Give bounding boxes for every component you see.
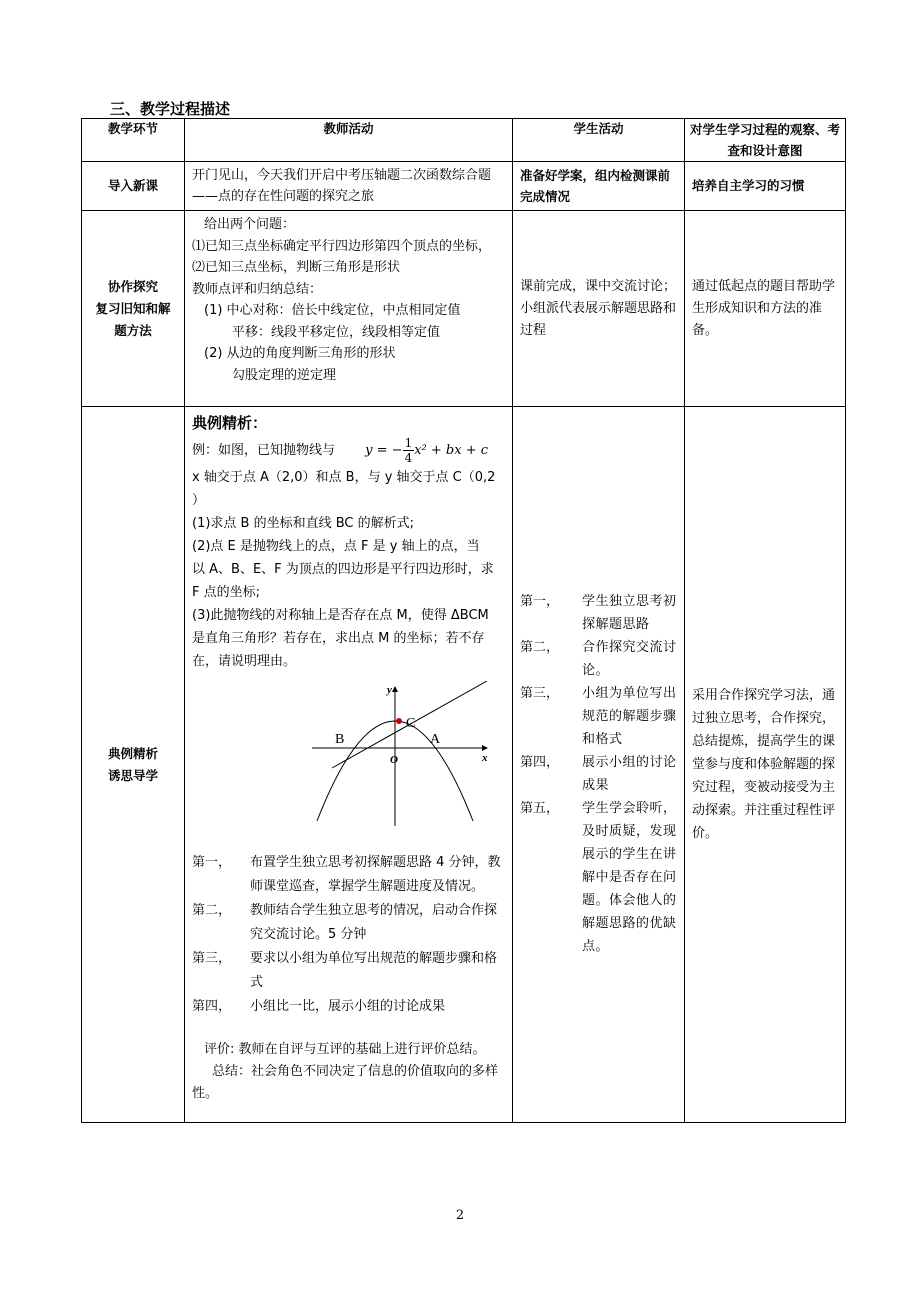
- student-steps: [513, 587, 684, 961]
- list-item: 第三， 要求以小组为单位写出规范的解题步骤和格式: [192, 951, 498, 990]
- intent-review: 通过低起点的题目帮助学生形成知识和方法的准备。: [685, 211, 846, 407]
- list-item: 第四， 展示小组的讨论成果: [520, 755, 677, 793]
- stage-intro: 导入新课: [82, 162, 185, 211]
- parabola-formula: y = − $\frac{1}{4}$ x² + bx + c: [365, 436, 488, 465]
- parabola-graph: [307, 681, 497, 831]
- evaluation-text: 评价: 教师在自评与互评的基础上进行评价总结。: [204, 1042, 486, 1057]
- list-item: 第四， 小组比一比，展示小组的讨论成果: [192, 999, 446, 1014]
- teacher-intro: 开门见山，今天我们开启中考压轴题二次函数综合题——点的存在性问题的探究之旅: [185, 162, 513, 211]
- label-c: C: [406, 716, 416, 731]
- label-a: A: [430, 732, 441, 747]
- example-lead-line: 例：如图，已知抛物线与 y = − $\frac{1}{4}$ x² + bx + c: [192, 436, 488, 465]
- summary-text: 总结：社会角色不同决定了信息的价值取向的多样性。: [192, 1064, 499, 1101]
- label-y: y: [387, 684, 392, 696]
- student-review: 课前完成，课中交流讨论；小组派代表展示解题思路和过程: [513, 211, 685, 407]
- header-stage: 教学环节: [82, 119, 185, 162]
- student-intro: 准备好学案，组内检测课前完成情况: [513, 162, 685, 211]
- teacher-review: 给出两个问题： ⑴已知三点坐标确定平行四边形第四个顶点的坐标， ⑵已知三点坐标，判断三角形是形状 教师点评和归纳总结： (1) 中心对称：倍长中线定位，中点相同定值 平移：线段平移定位，线段相等定值 (2) 从边的角度判断三角形的形状 勾股定理的逆定理: [185, 211, 513, 407]
- table-row-intro: [82, 162, 846, 211]
- stage-review: 协作探究 复习旧知和解 题方法: [82, 211, 185, 407]
- intent-intro: 培养自主学习的习惯: [685, 162, 846, 211]
- table-header-row: [82, 119, 846, 162]
- list-item: 第二， 教师结合学生独立思考的情况，启动合作探究交流讨论。5 分钟: [192, 903, 498, 942]
- label-b: B: [335, 732, 345, 747]
- list-item: 第三， 小组为单位写出规范的解题步骤和格式: [520, 686, 677, 747]
- teaching-process-table: [81, 118, 846, 1123]
- label-o: O: [390, 754, 398, 766]
- list-item: 第一， 学生独立思考初探解题思路: [520, 594, 677, 632]
- header-intent: 对学生学习过程的观察、考查和设计意图: [685, 119, 846, 162]
- teacher-example: 典例精析： 例：如图，已知抛物线与 y = − $\frac{1}{4}$ x² + bx + c x 轴交于点 A（2,0）和点 B，与 y 轴交于点 C（0,2 ） (1)求点 B 的坐标和直线 BC 的解析式; (2)点 E 是抛物线上的点，点 F 是 y 轴上的点，当 以 A、B、E、F 为顶点的四边形是平行四边形时，求 F 点的坐标; (3)此抛物线的对称轴上是否存在点 M，使得 ΔBCM 是直角三角形？若存在，求出点 M 的坐标；若不存 在，请说明理由。 y x O B A C 第一， 布置学生独立思考初探解题思路 4 分钟，教师课堂巡查，掌握学生解题进度及情况。 第二， 教师结合学生独立思考的情况，启动合作探究交流讨论。5 分钟 第三， 要求以小组为单位写出规范的解题步骤和格式 第四， 小组比一比，展示小组的讨论成果 评价: 教师在自评与互评的基础上进行评价总结。 总结：社会角色不同决定了信息的价值取向的多样性。: [185, 407, 513, 1123]
- intent-example: 采用合作探究学习法，通过独立思考，合作探究，总结提炼，提高学生的课堂参与度和体验解题的探究过程，变被动接受为主动探索。并注重过程性评价。: [685, 407, 846, 1123]
- header-teacher: 教师活动: [185, 119, 513, 162]
- label-x: x: [482, 752, 488, 764]
- list-item: 第一， 布置学生独立思考初探解题思路 4 分钟，教师课堂巡查，掌握学生解题进度及情况。: [192, 855, 501, 894]
- example-title: 典例精析：: [192, 414, 268, 432]
- point-c: [396, 718, 402, 724]
- section-heading: 三、教学过程描述: [110, 100, 231, 118]
- table-row-review: [82, 211, 846, 407]
- teacher-steps: [192, 851, 505, 1019]
- header-student: 学生活动: [513, 119, 685, 162]
- table-row-example: [82, 407, 846, 1123]
- student-example: [513, 407, 685, 1123]
- page-number: 2: [455, 1208, 465, 1223]
- list-item: 第五， 学生学会聆听，及时质疑，发现展示的学生在讲解中是否存在问题。体会他人的解题思路的优缺点。: [520, 801, 677, 954]
- list-item: 第二， 合作探究交流讨论。: [520, 640, 677, 678]
- stage-example: 典例精析 诱思导学: [82, 407, 185, 1123]
